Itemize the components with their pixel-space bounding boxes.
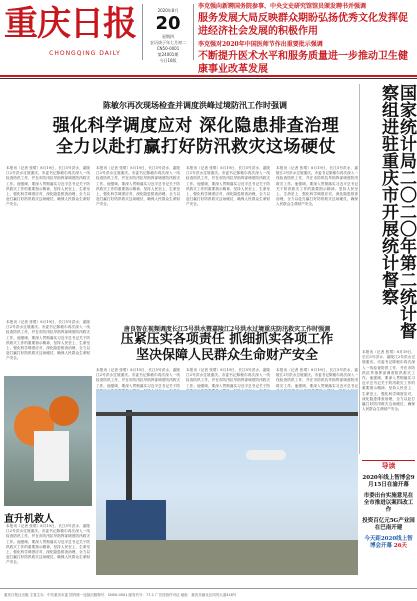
issue-day: 20: [155, 13, 181, 34]
guide-item-2[interactable]: 市委出台实施意见在全市推进以案四改工作: [363, 493, 414, 513]
top-story-2-kicker: 李克强对2020年中国医师节作出重要批示强调: [198, 41, 323, 48]
second-story-kicker: 唐良智在视频调度长江5号洪水暨嘉陵江2号洪水过境重庆防汛救灾工作时强调: [123, 326, 331, 333]
lead-body-col-4: 本报讯（记者 张珺）8月19日，长江5号洪水、嘉陵江2号洪水过境重庆。市委书记陈敏尔再次深入一线检查防汛工作，并在市防汛抗旱指挥部调度防汛救灾工作。他强调，要深入贯彻落实习近平总书记关于防汛救灾工作的重要指示精神，坚持人民至上、生命至上，强化科学调度应对，深化隐患排查治理，全力以赴打赢打好防汛救灾这场硬仗，确保人民群众生命财产安全。: [276, 166, 358, 207]
issue-weekday: 星期四: [162, 34, 174, 39]
issue-cn-number: CN50-0001: [156, 46, 180, 51]
lead-body-col-1: 本报讯（记者 张珺）8月19日，长江5号洪水、嘉陵江2号洪水过境重庆。市委书记陈敏尔再次深入一线检查防汛工作，并在市防汛抗旱指挥部调度防汛救灾工作。他强调，要深入贯彻落实习近平总书记关于防汛救灾工作的重要指示精神，坚持人民至上、生命至上，强化科学调度应对，深化隐患排查治理，全力以赴打赢打好防汛救灾这场硬仗，确保人民群众生命财产安全。: [6, 166, 90, 207]
lead-headline-line-1: 强化科学调度应对 深化隐患排查治理: [52, 116, 340, 136]
top-story-1-headline: 服务发展大局反映群众期盼弘扬优秀文化发挥促进经济社会发展的积极作用: [198, 13, 408, 37]
guide-box: [362, 460, 415, 580]
side-feature-divider: [359, 84, 360, 454]
left-body-col: 本报讯（记者 张珺）8月19日，长江5号洪水、嘉陵江2号洪水过境重庆。市委书记陈敏尔再次深入一线检查防汛工作，并在市防汛抗旱指挥部调度防汛救灾工作。他强调，要深入贯彻落实习近平总书记关于防汛救灾工作的重要指示精神，坚持人民至上、生命至上，强化科学调度应对，深化隐患排查治理，全力以赴打赢打好防汛救灾这场硬仗，确保人民群众生命财产安全。: [6, 320, 90, 361]
side-feature[interactable]: [362, 84, 415, 454]
top-story-2-headline: 不断提升医术水平和服务质量进一步推动卫生健康事业改革发展: [198, 51, 408, 75]
issue-datebox: [142, 4, 194, 63]
guide-promo-text: 今天距2020线上智博会开幕: [364, 536, 413, 549]
lead-body-col-3: 本报讯（记者 张珺）8月19日，长江5号洪水、嘉陵江2号洪水过境重庆。市委书记陈敏尔再次深入一线检查防汛工作，并在市防汛抗旱指挥部调度防汛救灾工作。他强调，要深入贯彻落实习近平总书记关于防汛救灾工作的重要指示精神，坚持人民至上、生命至上，强化科学调度应对，深化隐患排查治理，全力以赴打赢打好防汛救灾这场硬仗，确保人民群众生命财产安全。: [186, 166, 270, 207]
issue-pages: 今日16版: [159, 58, 177, 63]
issue-date-line: 2020年8月: [157, 8, 179, 13]
top-story-1-kicker: 李克强向新聘国务院参事、中央文史研究馆馆员颁发聘书并强调: [198, 3, 367, 10]
lead-body-col-2: 本报讯（记者 张珺）8月19日，长江5号洪水、嘉陵江2号洪水过境重庆。市委书记陈敏尔再次深入一线检查防汛工作，并在市防汛抗旱指挥部调度防汛救灾工作。他强调，要深入贯彻落实习近平总书记关于防汛救灾工作的重要指示精神，坚持人民至上、生命至上，强化科学调度应对，深化隐患排查治理，全力以赴打赢打好防汛救灾这场硬仗，确保人民群众生命财产安全。: [96, 166, 180, 207]
second-story-col-2: 本报讯（记者 张珺）8月19日，长江5号洪水、嘉陵江2号洪水过境重庆。市委书记陈敏尔再次深入一线检查防汛工作，并在市防汛抗旱指挥部调度防汛救灾工作。他强调，要深入贯彻落实习近平总书记关于防: [186, 368, 270, 388]
second-story-col-1: 本报讯（记者 张珺）8月19日，长江5号洪水、嘉陵江2号洪水过境重庆。市委书记陈敏尔再次深入一线检查防汛工作，并在市防汛抗旱指挥部调度防汛救灾工作。他强调，要深入贯彻落实习近平总书记关于防: [96, 368, 180, 388]
side-feature-headline: 国家统计局二〇二〇年第二统计督察组进驻重庆市开展统计督察: [378, 84, 416, 339]
masthead-rule: [0, 75, 417, 77]
helicopter-rescue-photo: [4, 376, 92, 506]
second-story-headline[interactable]: [96, 332, 358, 364]
guide-title: 导读: [381, 461, 396, 470]
issue-lunar: 农历庚子年七月初二: [150, 40, 186, 45]
masthead-logo: 重庆日报: [4, 4, 136, 44]
guide-item-1[interactable]: 2020年线上智博会9月15日在渝开幕: [362, 475, 415, 488]
page-footer: 重庆日报社出版 主管主办：中共重庆市委 国内统一连续出版物号：CN50-0001 邮发代号：77-1 广告经营许可证 地址：重庆市渝北区同茂大道416号: [0, 588, 417, 600]
side-feature-body: 本报讯（记者 张珺）8月19日，长江5号洪水、嘉陵江2号洪水过境重庆。市委书记陈敏尔再次深入一线检查防汛工作，并在市防汛抗旱指挥部调度防汛救灾工作。他强调，要深入贯彻落实习近平总书记关于防汛救灾工作的重要指示精神，坚持人民至上、生命至上，强化科学调度应对，深化隐患排查治理，全力以赴打赢打好防汛救灾这场硬仗，确保人民群众生命财产安全。: [362, 350, 415, 412]
lead-headline-line-2: 全力以赴打赢打好防汛救灾这场硬仗: [56, 137, 336, 157]
masthead-thin-rule: [0, 78, 417, 79]
flood-crane-photo: [96, 390, 358, 575]
photo-caption: 直升机救人: [4, 514, 54, 525]
second-story-headline-line-2: 坚决保障人民群众生命财产安全: [135, 348, 318, 363]
lead-kicker: 陈敏尔再次现场检查并调度洪峰过境防汛工作时强调: [103, 100, 287, 110]
issue-number: 第24001期: [157, 52, 179, 57]
guide-item-3[interactable]: 投资百亿元5G产业园在巴南开建: [362, 518, 415, 531]
top-story-2[interactable]: [198, 40, 414, 76]
masthead-subtitle: CHONGQING DAILY: [49, 50, 121, 57]
lead-headline[interactable]: [6, 116, 386, 158]
guide-promo: [362, 536, 415, 550]
left-body-col-lower: 本报讯（记者 张珺）8月19日，长江5号洪水、嘉陵江2号洪水过境重庆。市委书记陈敏尔再次深入一线检查防汛工作，并在市防汛抗旱指挥部调度防汛救灾工作。他强调，要深入贯彻落实习近平总书记关于防汛救灾工作的重要指示精神，坚持人民至上、生命至上，强化科学调度应对，深化隐患排查治理，全力以赴打赢打好防汛救灾这场硬仗，确保人民群众生命财产安全。: [6, 524, 90, 565]
second-story-headline-line-1: 压紧压实各项责任 抓细抓实各项工作: [120, 332, 334, 347]
guide-promo-days: 26天: [393, 543, 408, 549]
top-story-1[interactable]: [198, 2, 414, 38]
second-story-col-3: 本报讯（记者 张珺）8月19日，长江5号洪水、嘉陵江2号洪水过境重庆。市委书记陈敏尔再次深入一线检查防汛工作，并在市防汛抗旱指挥部调度防汛救灾工作。他强调，要深入贯彻落实习近平总书记: [276, 368, 358, 388]
